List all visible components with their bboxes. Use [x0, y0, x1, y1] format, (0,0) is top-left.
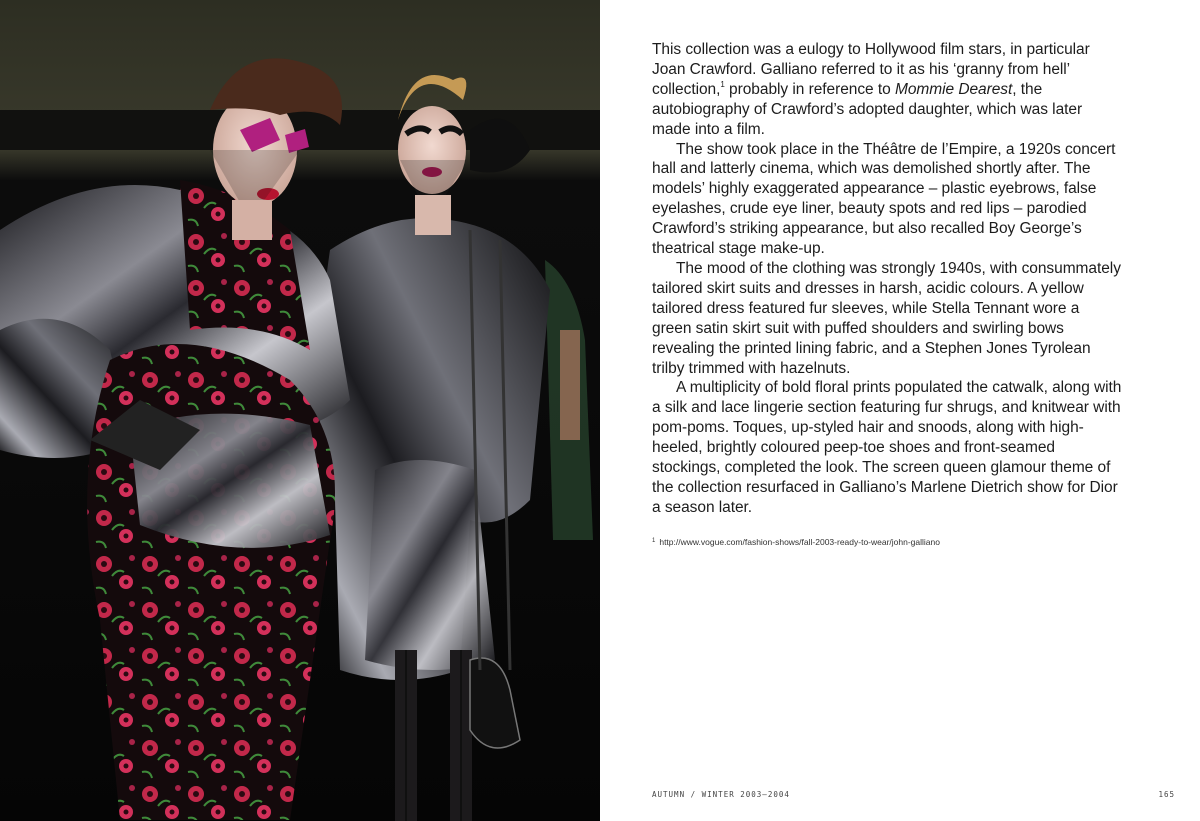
paragraph-text: , the autobiography of Crawford’s adopted daughter, which was later made into a film.: [652, 80, 1083, 138]
body-text: [652, 40, 1122, 518]
body-paragraph: [652, 140, 1122, 259]
footnote-reference: 1: [720, 79, 725, 89]
footnote-marker: 1: [652, 538, 656, 544]
body-paragraph: [652, 259, 1122, 378]
body-paragraph: [652, 40, 1122, 140]
paragraph-text: A multiplicity of bold floral prints populated the catwalk, along with a silk and lace lingerie section featuring fur shrugs, and knitwear with pom-poms. Toques, up-styled hair and snoods, along with high-heeled, brightly coloured peep-toe shoes and front-seamed stockings, completed the look. The screen queen glamour theme of the collection resurfaced in Galliano’s Marlene Dietrich show for Dior a season later.: [652, 379, 1122, 516]
paragraph-text: The mood of the clothing was strongly 1940s, with consummately tailored skirt suits and dresses in harsh, acidic colours. A yellow tailored dress featured fur sleeves, while Stella Tennant wore a green satin skirt suit with puffed shoulders and swirling bows revealing the printed lining fabric, and a Stephen Jones Tyrolean trilby trimmed with hazelnuts.: [652, 259, 1121, 377]
paragraph-text: probably in reference to: [724, 80, 895, 98]
body-paragraph: [652, 378, 1122, 517]
footnote-text: http://www.vogue.com/fashion-shows/fall-2003-ready-to-wear/john-galliano: [659, 537, 940, 547]
paragraph-text: The show took place in the Théâtre de l’Empire, a 1920s concert hall and latterly cinema, which was demolished shortly after. The models’ highly exaggerated appearance – plastic eyebrows, false eyelashes, crude eye liner, beauty spots and red lips – parodied Crawford’s striking appearance, but also recalled Boy George’s theatrical stage make-up.: [652, 140, 1116, 258]
italic-title: Mommie Dearest: [894, 80, 1013, 98]
paragraph-text: This collection was a eulogy to Hollywood film stars, in particular Joan Crawford. Galliano referred to it as his ‘granny from hell’ collection,: [652, 41, 1090, 98]
page-number: 165: [1158, 790, 1175, 799]
text-page: [600, 0, 1200, 821]
running-footer: AUTUMN / WINTER 2003–2004: [652, 790, 790, 799]
footnote: [652, 537, 1132, 547]
